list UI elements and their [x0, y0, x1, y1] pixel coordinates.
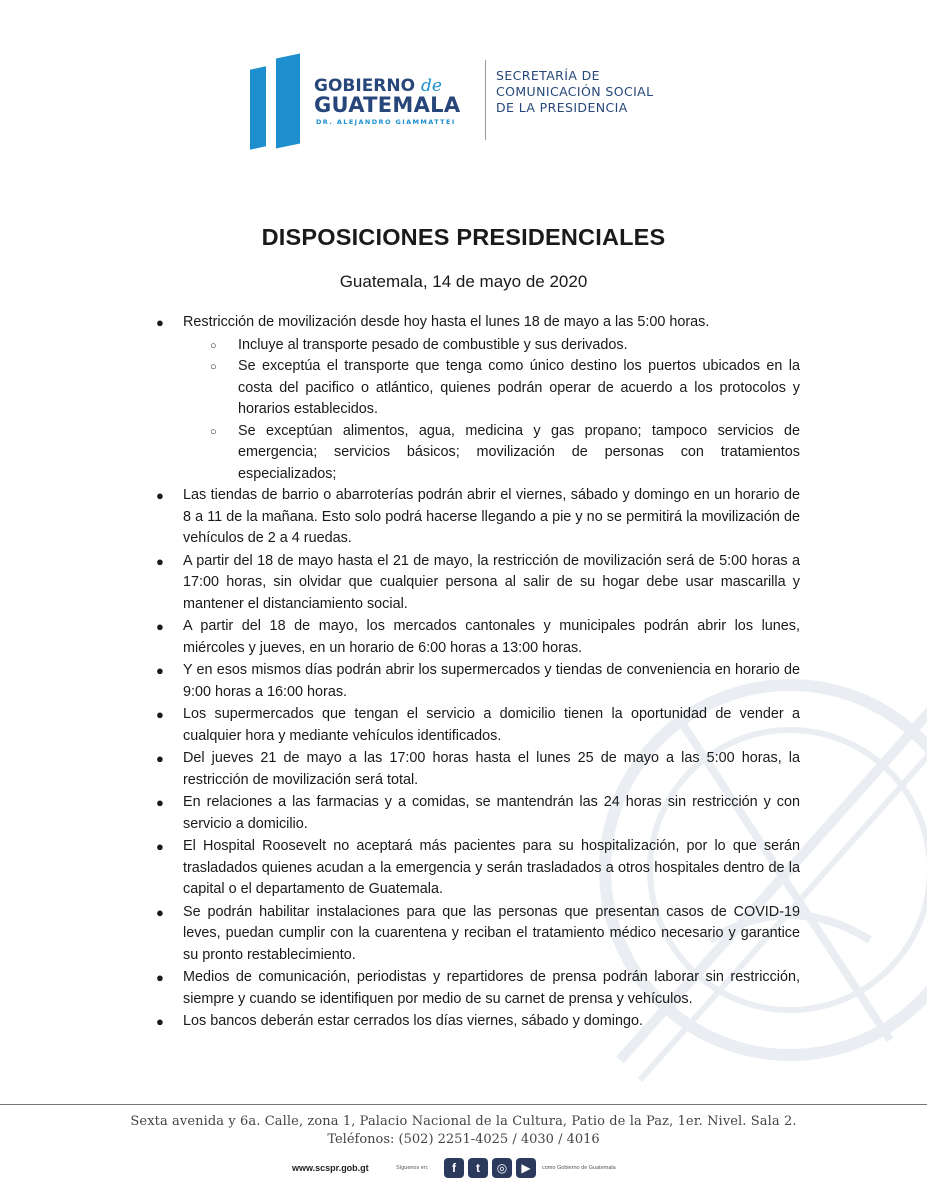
bullet-icon: ● [156, 707, 164, 722]
secretaria-line-3: DE LA PRESIDENCIA [496, 100, 628, 115]
list-item: ● Los supermercados que tengan el servicio a domicilio tienen la oportunidad de vender a cualquier hora y mediante vehículos identificados. [156, 706, 800, 744]
sub-list-item: ○ Se exceptúan alimentos, agua, medicina y gas propano; tampoco servicios de emergencia; servicios básicos; movilización de personas con tratamientos especializados; [210, 422, 800, 482]
list-item: ● Medios de comunicación, periodistas y repartidores de prensa podrán laborar sin restricción, siempre y cuando se identifiquen por medio de su carnet de prensa y vehículos. [156, 969, 800, 1007]
list-item: ● Restricción de movilización desde hoy hasta el lunes 18 de mayo a las 5:00 horas. [148, 312, 800, 334]
list-item: ● A partir del 18 de mayo hasta el 21 de mayo, la restricción de movilización será de 5:00 horas a 17:00 horas, sin olvidar que cualquier persona al salir de su hogar debe usar mascarilla y mantener el distanciamiento social. [156, 552, 800, 612]
footer-address: Sexta avenida y 6a. Calle, zona 1, Palacio Nacional de la Cultura, Patio de la Paz, 1er. Nivel. Sala 2. [130, 1114, 797, 1129]
circle-bullet-icon: ○ [210, 339, 217, 352]
youtube-icon[interactable]: ▶ [516, 1158, 536, 1178]
website-link[interactable]: www.scspr.gob.gt [292, 1163, 369, 1173]
circle-bullet-icon: ○ [210, 361, 217, 373]
secretaria-line-2: COMUNICACIÓN SOCIAL [496, 84, 654, 99]
page-title: DISPOSICIONES PRESIDENCIALES [261, 224, 666, 250]
logo-guatemala: GUATEMALA [314, 93, 461, 117]
bullet-icon: ● [156, 488, 164, 503]
document-date: Guatemala, 14 de mayo de 2020 [339, 272, 588, 291]
list-item: ● Se podrán habilitar instalaciones para que las personas que presentan casos de COVID-19 leves, puedan cumplir con la cuarentena y reciban el tratamiento médico necesario y garantice su pronto restablecimiento. [156, 903, 800, 963]
sub-list-item: ○ Incluye al transporte pesado de combustible y sus derivados. [148, 335, 800, 357]
header-divider [485, 60, 486, 140]
bullet-icon: ● [156, 663, 164, 678]
list-item: ● En relaciones a las farmacias y a comidas, se mantendrán las 24 horas sin restricción y con servicio a domicilio. [156, 794, 800, 832]
instagram-icon[interactable]: ◎ [492, 1158, 512, 1178]
list-item: ● Y en esos mismos días podrán abrir los supermercados y tiendas de conveniencia en horario de 9:00 horas a 16:00 horas. [156, 662, 800, 700]
logo-president: DR. ALEJANDRO GIAMMATTEI [316, 118, 456, 126]
dispositions-list [148, 312, 800, 1034]
list-item: ● El Hospital Roosevelt no aceptará más pacientes para su hospitalización, por lo que serán trasladados quienes acudan a la emergencia y serán trasladados a otros hospitales dentro de la capital o el departamento de Guatemala. [156, 838, 800, 897]
social-bar [292, 1158, 672, 1182]
circle-bullet-icon: ○ [210, 425, 217, 438]
bullet-icon: ● [156, 553, 164, 569]
list-item: ● A partir del 18 de mayo, los mercados cantonales y municipales podrán abrir los lunes, miércoles y jueves, en un horario de 6:00 horas a 13:00 horas. [156, 618, 800, 656]
bullet-icon: ● [156, 1014, 164, 1029]
logo-de: de [421, 76, 442, 96]
list-item: ● Del jueves 21 de mayo a las 17:00 horas hasta el lunes 25 de mayo a las 5:00 horas, la restricción de movilización será total. [156, 750, 800, 788]
secretaria-line-1: SECRETARÍA DE [496, 68, 600, 83]
twitter-icon[interactable]: t [468, 1158, 488, 1178]
bullet-icon: ● [156, 970, 164, 985]
bullet-icon: ● [156, 795, 164, 810]
bullet-icon: ● [156, 751, 164, 766]
social-handle: como Gobierno de Guatemala [542, 1165, 616, 1171]
follow-label: Síguenos en: [396, 1165, 429, 1171]
logo-gobierno: GOBIERNO de [314, 76, 442, 96]
letterhead [250, 52, 690, 152]
facebook-icon[interactable]: f [444, 1158, 464, 1178]
flag-bar-right [276, 53, 300, 148]
list-item: ● Las tiendas de barrio o abarroterías podrán abrir el viernes, sábado y domingo en un horario de 8 a 11 de la mañana. Esto solo podrá hacerse llegando a pie y no se permitirá la movilización de vehículos de 2 a 4 ruedas. [156, 487, 800, 546]
bullet-icon: ● [156, 619, 164, 634]
flag-bar-left [250, 66, 266, 149]
footer-phones: Teléfonos: (502) 2251-4025 / 4030 / 4016 [327, 1132, 600, 1147]
bullet-icon: ● [156, 904, 164, 920]
list-item: ● Los bancos deberán estar cerrados los días viernes, sábado y domingo. [148, 1011, 800, 1033]
bullet-icon: ● [156, 315, 164, 330]
footer-divider [0, 1104, 927, 1105]
sub-list-item: ○ Se exceptúa el transporte que tenga como único destino los puertos ubicados en la costa del pacifico o atlántico, quienes podrán operar de acuerdo a los protocolos y horarios establecidos. [210, 358, 800, 417]
bullet-icon: ● [156, 839, 164, 854]
